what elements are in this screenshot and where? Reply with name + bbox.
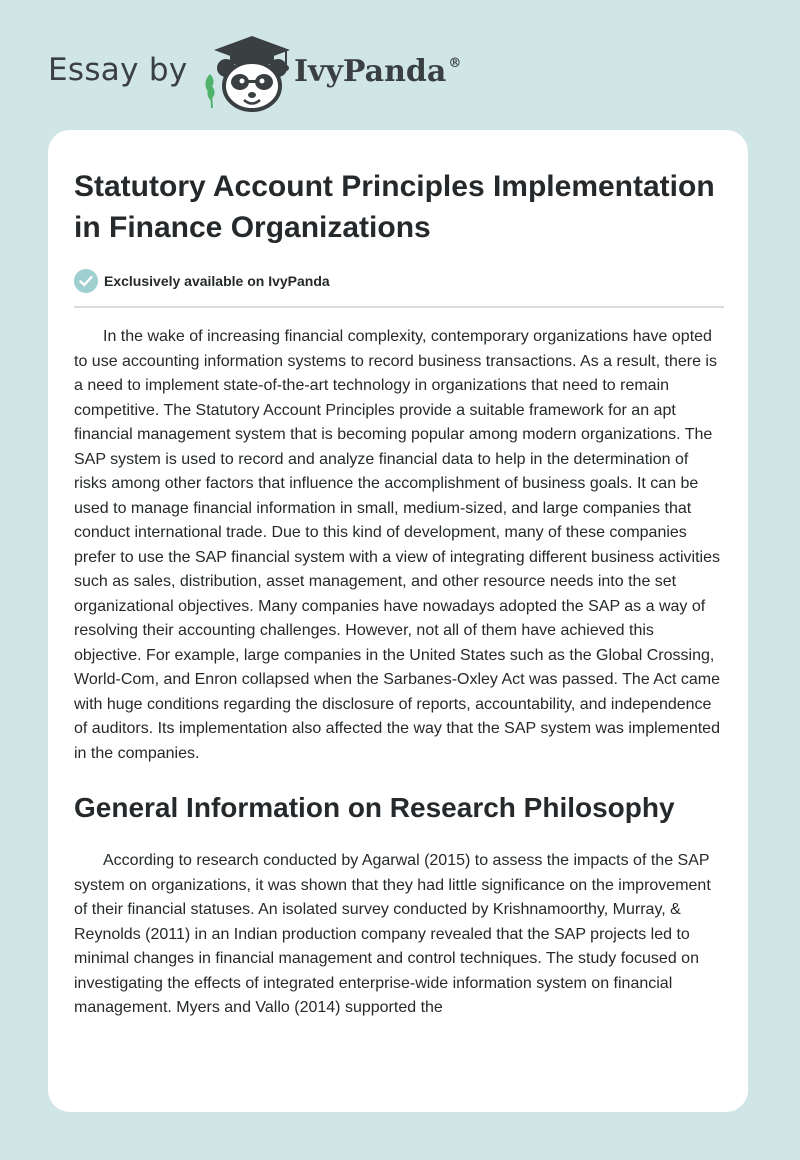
brand-name[interactable]: IvyPanda ® bbox=[294, 54, 462, 89]
registered-mark: ® bbox=[448, 56, 462, 71]
exclusive-badge bbox=[74, 266, 724, 296]
exclusive-label: Exclusively available on IvyPanda bbox=[104, 273, 330, 289]
essay-content bbox=[74, 166, 724, 1021]
essay-by-label: Essay by bbox=[48, 52, 188, 88]
site-header bbox=[48, 34, 748, 114]
section-heading: General Information on Research Philosophy bbox=[74, 792, 675, 823]
divider bbox=[74, 306, 724, 308]
panda-graduate-logo-icon[interactable] bbox=[200, 34, 296, 112]
essay-card bbox=[48, 130, 748, 1112]
essay-title: Statutory Account Principles Implementation in Finance Organizations bbox=[74, 170, 715, 244]
body-paragraph: According to research conducted by Agarwal (2015) to assess the impacts of the SAP system on organizations, it was shown that they had little significance on the improvement of their financial statuses. An isolated survey conducted by Krishnamoorthy, Murray, & Reynolds (2011) in an Indian production company revealed that the SAP projects led to minimal changes in financial management and control techniques. The study focused on investigating the effects of integrated enterprise-wide information system on financial management. Myers and Vallo (2014) supported the bbox=[74, 852, 711, 1016]
body-paragraph: In the wake of increasing financial complexity, contemporary organizations have opted to use accounting information systems to record business transactions. As a result, there is a need to implement state-of-the-art technology in organizations that need to remain competitive. The Statutory Account Principles provide a suitable framework for an apt financial management system that is becoming popular among modern organizations. The SAP system is used to record and analyze financial data to help in the determination of risks among other factors that influence the accomplishment of business goals. It can be used to manage financial information in small, medium-sized, and large companies that conduct international trade. Due to this kind of development, many of these companies prefer to use the SAP financial system with a view of integrating different business activities such as sales, distribution, asset management, and other resource needs into the set organizational objectives. Many companies have nowadays adopted the SAP as a way of resolving their accounting challenges. However, not all of them have achieved this objective. For example, large companies in the United States such as the Global Crossing, World-Com, and Enron collapsed when the Sarbanes-Oxley Act was passed. The Act came with huge conditions regarding the disclosure of reports, accountability, and independence of auditors. Its implementation also affected the way that the SAP system was implemented in the companies. bbox=[74, 328, 720, 762]
check-circle-icon bbox=[74, 269, 98, 293]
